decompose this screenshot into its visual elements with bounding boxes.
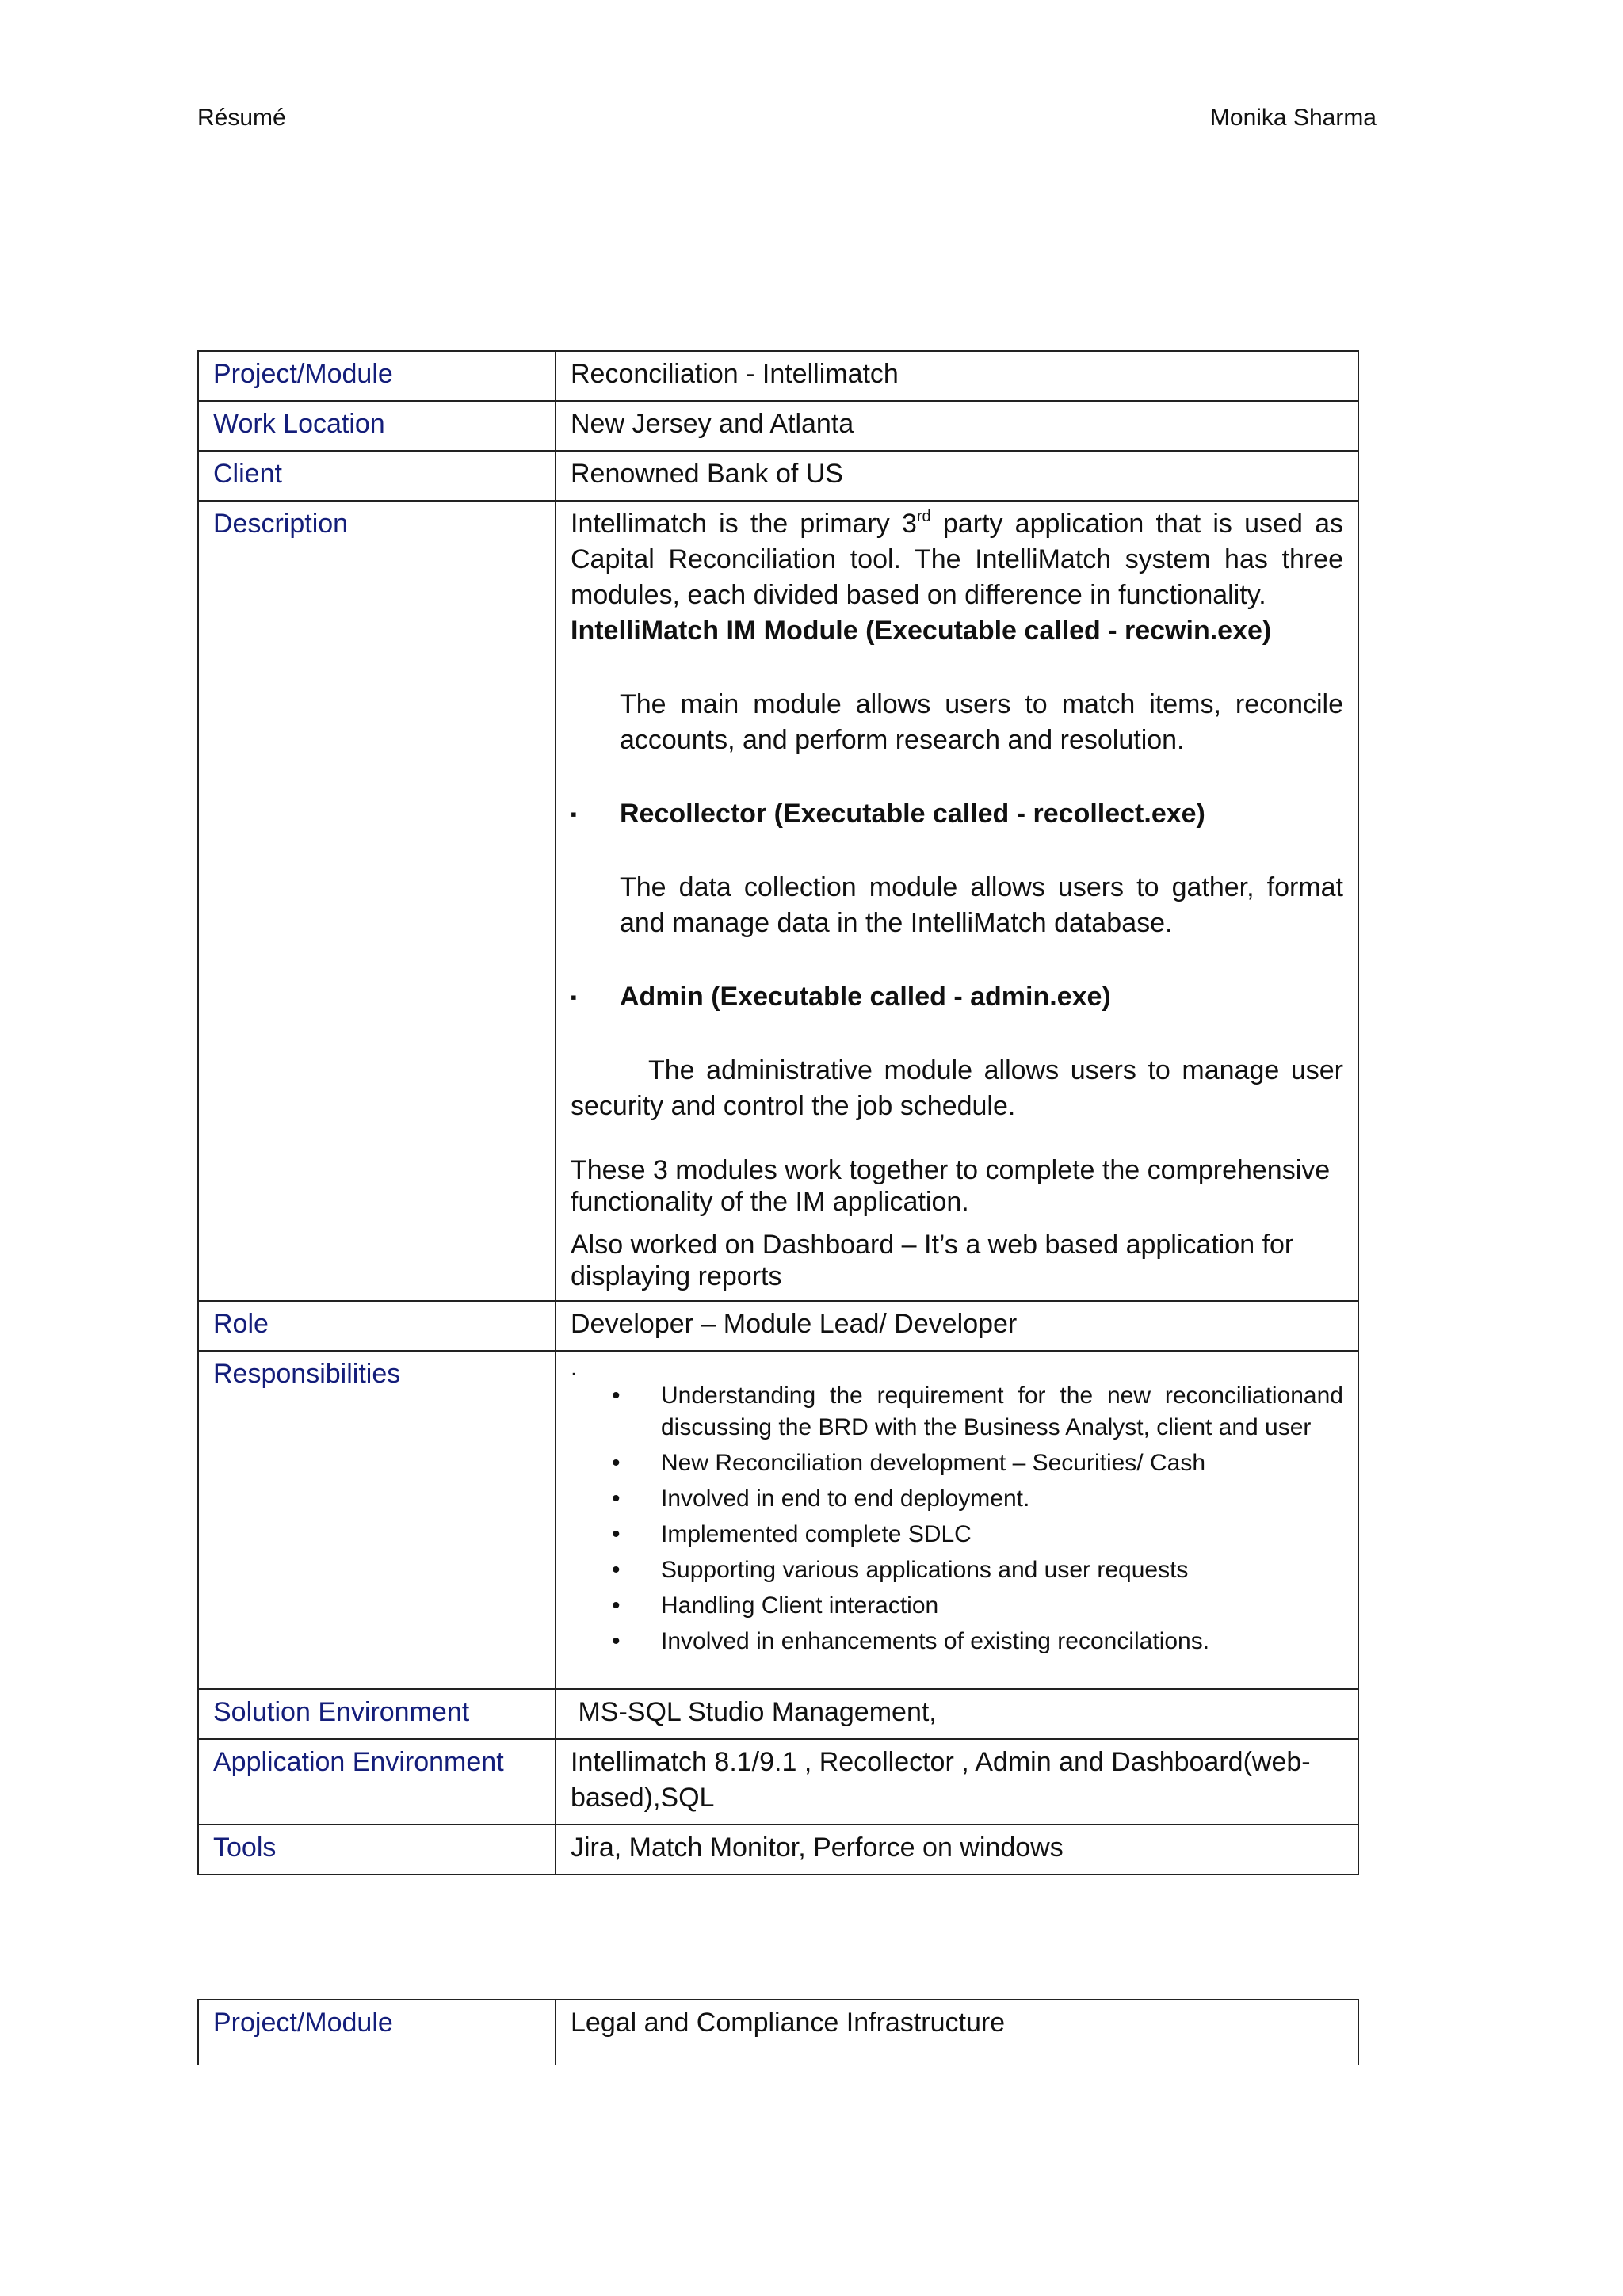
module3-bullet xyxy=(571,979,1343,1015)
tools-value: Jira, Match Monitor, Perforce on windows xyxy=(556,1825,1358,1875)
module2-text: The data collection module allows users to gather, format and manage data in the IntelliMatch database. xyxy=(620,872,1343,938)
table-row xyxy=(198,1689,1358,1739)
bullet-dot-icon: • xyxy=(612,1486,621,1512)
description-value xyxy=(556,501,1358,1301)
responsibility-text: Supporting various applications and user requests xyxy=(661,1557,1189,1583)
table-row xyxy=(198,1301,1358,1351)
role-label: Role xyxy=(198,1301,556,1351)
bullet-dot-icon: • xyxy=(612,1592,621,1619)
module2-title: Recollector (Executable called - recollect.exe) xyxy=(620,799,1205,829)
module3-title: Admin (Executable called - admin.exe) xyxy=(620,982,1111,1012)
header-left: Résumé xyxy=(197,105,286,131)
header-right: Monika Sharma xyxy=(1209,105,1377,131)
app-env-label: Application Environment xyxy=(198,1739,556,1825)
client-label: Client xyxy=(198,451,556,501)
responsibility-text: Understanding the requirement for the new reconciliationand discussing the BRD with the Business Analyst, client and user xyxy=(661,1383,1343,1440)
bullet-dot-icon: • xyxy=(612,1450,621,1476)
list-item xyxy=(571,1483,1343,1515)
table-row xyxy=(198,501,1358,1301)
tools-label: Tools xyxy=(198,1825,556,1875)
project-table-1 xyxy=(197,350,1359,1875)
solution-env-label: Solution Environment xyxy=(198,1689,556,1739)
bullet-dot-icon: • xyxy=(612,1628,621,1654)
table-row xyxy=(198,2000,1358,2065)
client-value: Renowned Bank of US xyxy=(556,451,1358,501)
project-label: Project/Module xyxy=(198,351,556,401)
list-item xyxy=(571,1447,1343,1479)
work-location-value: New Jersey and Atlanta xyxy=(556,401,1358,451)
table-row xyxy=(198,351,1358,401)
table-row xyxy=(198,1825,1358,1875)
description-intro: Intellimatch is the primary 3rd party application that is used as Capital Reconciliation tool. The IntelliMatch system has three modules, each divided based on difference in functionality. xyxy=(571,508,1343,610)
description-label: Description xyxy=(198,501,556,1301)
bullet-dot-icon: • xyxy=(612,1557,621,1583)
module1-title: IntelliMatch IM Module (Executable called - recwin.exe) xyxy=(571,616,1272,646)
responsibilities-list xyxy=(571,1380,1343,1680)
responsibility-text: New Reconciliation development – Securities/ Cash xyxy=(661,1450,1206,1476)
list-item xyxy=(571,1380,1343,1444)
table-row xyxy=(198,1351,1358,1689)
table-row xyxy=(198,451,1358,501)
list-item xyxy=(571,1554,1343,1586)
solution-env-value: MS-SQL Studio Management, xyxy=(556,1689,1358,1739)
responsibility-text: Handling Client interaction xyxy=(661,1592,939,1619)
project-table-2 xyxy=(197,1999,1359,2065)
list-item xyxy=(571,1519,1343,1550)
responsibility-text: Involved in end to end deployment. xyxy=(661,1486,1030,1512)
table-row xyxy=(198,401,1358,451)
description-summary: These 3 modules work together to complete the comprehensive functionality of the IM application. xyxy=(571,1155,1331,1217)
description-dashboard: Also worked on Dashboard – It’s a web based application for displaying reports xyxy=(571,1230,1294,1291)
project-label: Project/Module xyxy=(198,2000,556,2065)
responsibilities-lead: . xyxy=(571,1355,578,1381)
project-value: Legal and Compliance Infrastructure xyxy=(556,2000,1358,2065)
bullet-dot-icon: • xyxy=(612,1383,621,1409)
project-value: Reconciliation - Intellimatch xyxy=(556,351,1358,401)
work-location-label: Work Location xyxy=(198,401,556,451)
list-item xyxy=(571,1590,1343,1622)
responsibilities-label: Responsibilities xyxy=(198,1351,556,1689)
table-row xyxy=(198,1739,1358,1825)
module2-bullet xyxy=(571,796,1343,832)
role-value: Developer – Module Lead/ Developer xyxy=(556,1301,1358,1351)
list-item xyxy=(571,1626,1343,1657)
responsibility-text: Involved in enhancements of existing reconcilations. xyxy=(661,1628,1210,1654)
ordinal-superscript: rd xyxy=(916,508,931,525)
module1-text: The main module allows users to match items, reconcile accounts, and perform research and resolution. xyxy=(620,689,1343,755)
responsibilities-value xyxy=(556,1351,1358,1689)
square-bullet-icon: ▪ xyxy=(571,804,577,824)
responsibility-text: Implemented complete SDLC xyxy=(661,1521,972,1547)
app-env-value: Intellimatch 8.1/9.1 , Recollector , Admin and Dashboard(web-based),SQL xyxy=(556,1739,1358,1825)
square-bullet-icon: ▪ xyxy=(571,987,577,1007)
bullet-dot-icon: • xyxy=(612,1521,621,1547)
module3-text: The administrative module allows users to manage user security and control the job schedule. xyxy=(571,1055,1343,1121)
